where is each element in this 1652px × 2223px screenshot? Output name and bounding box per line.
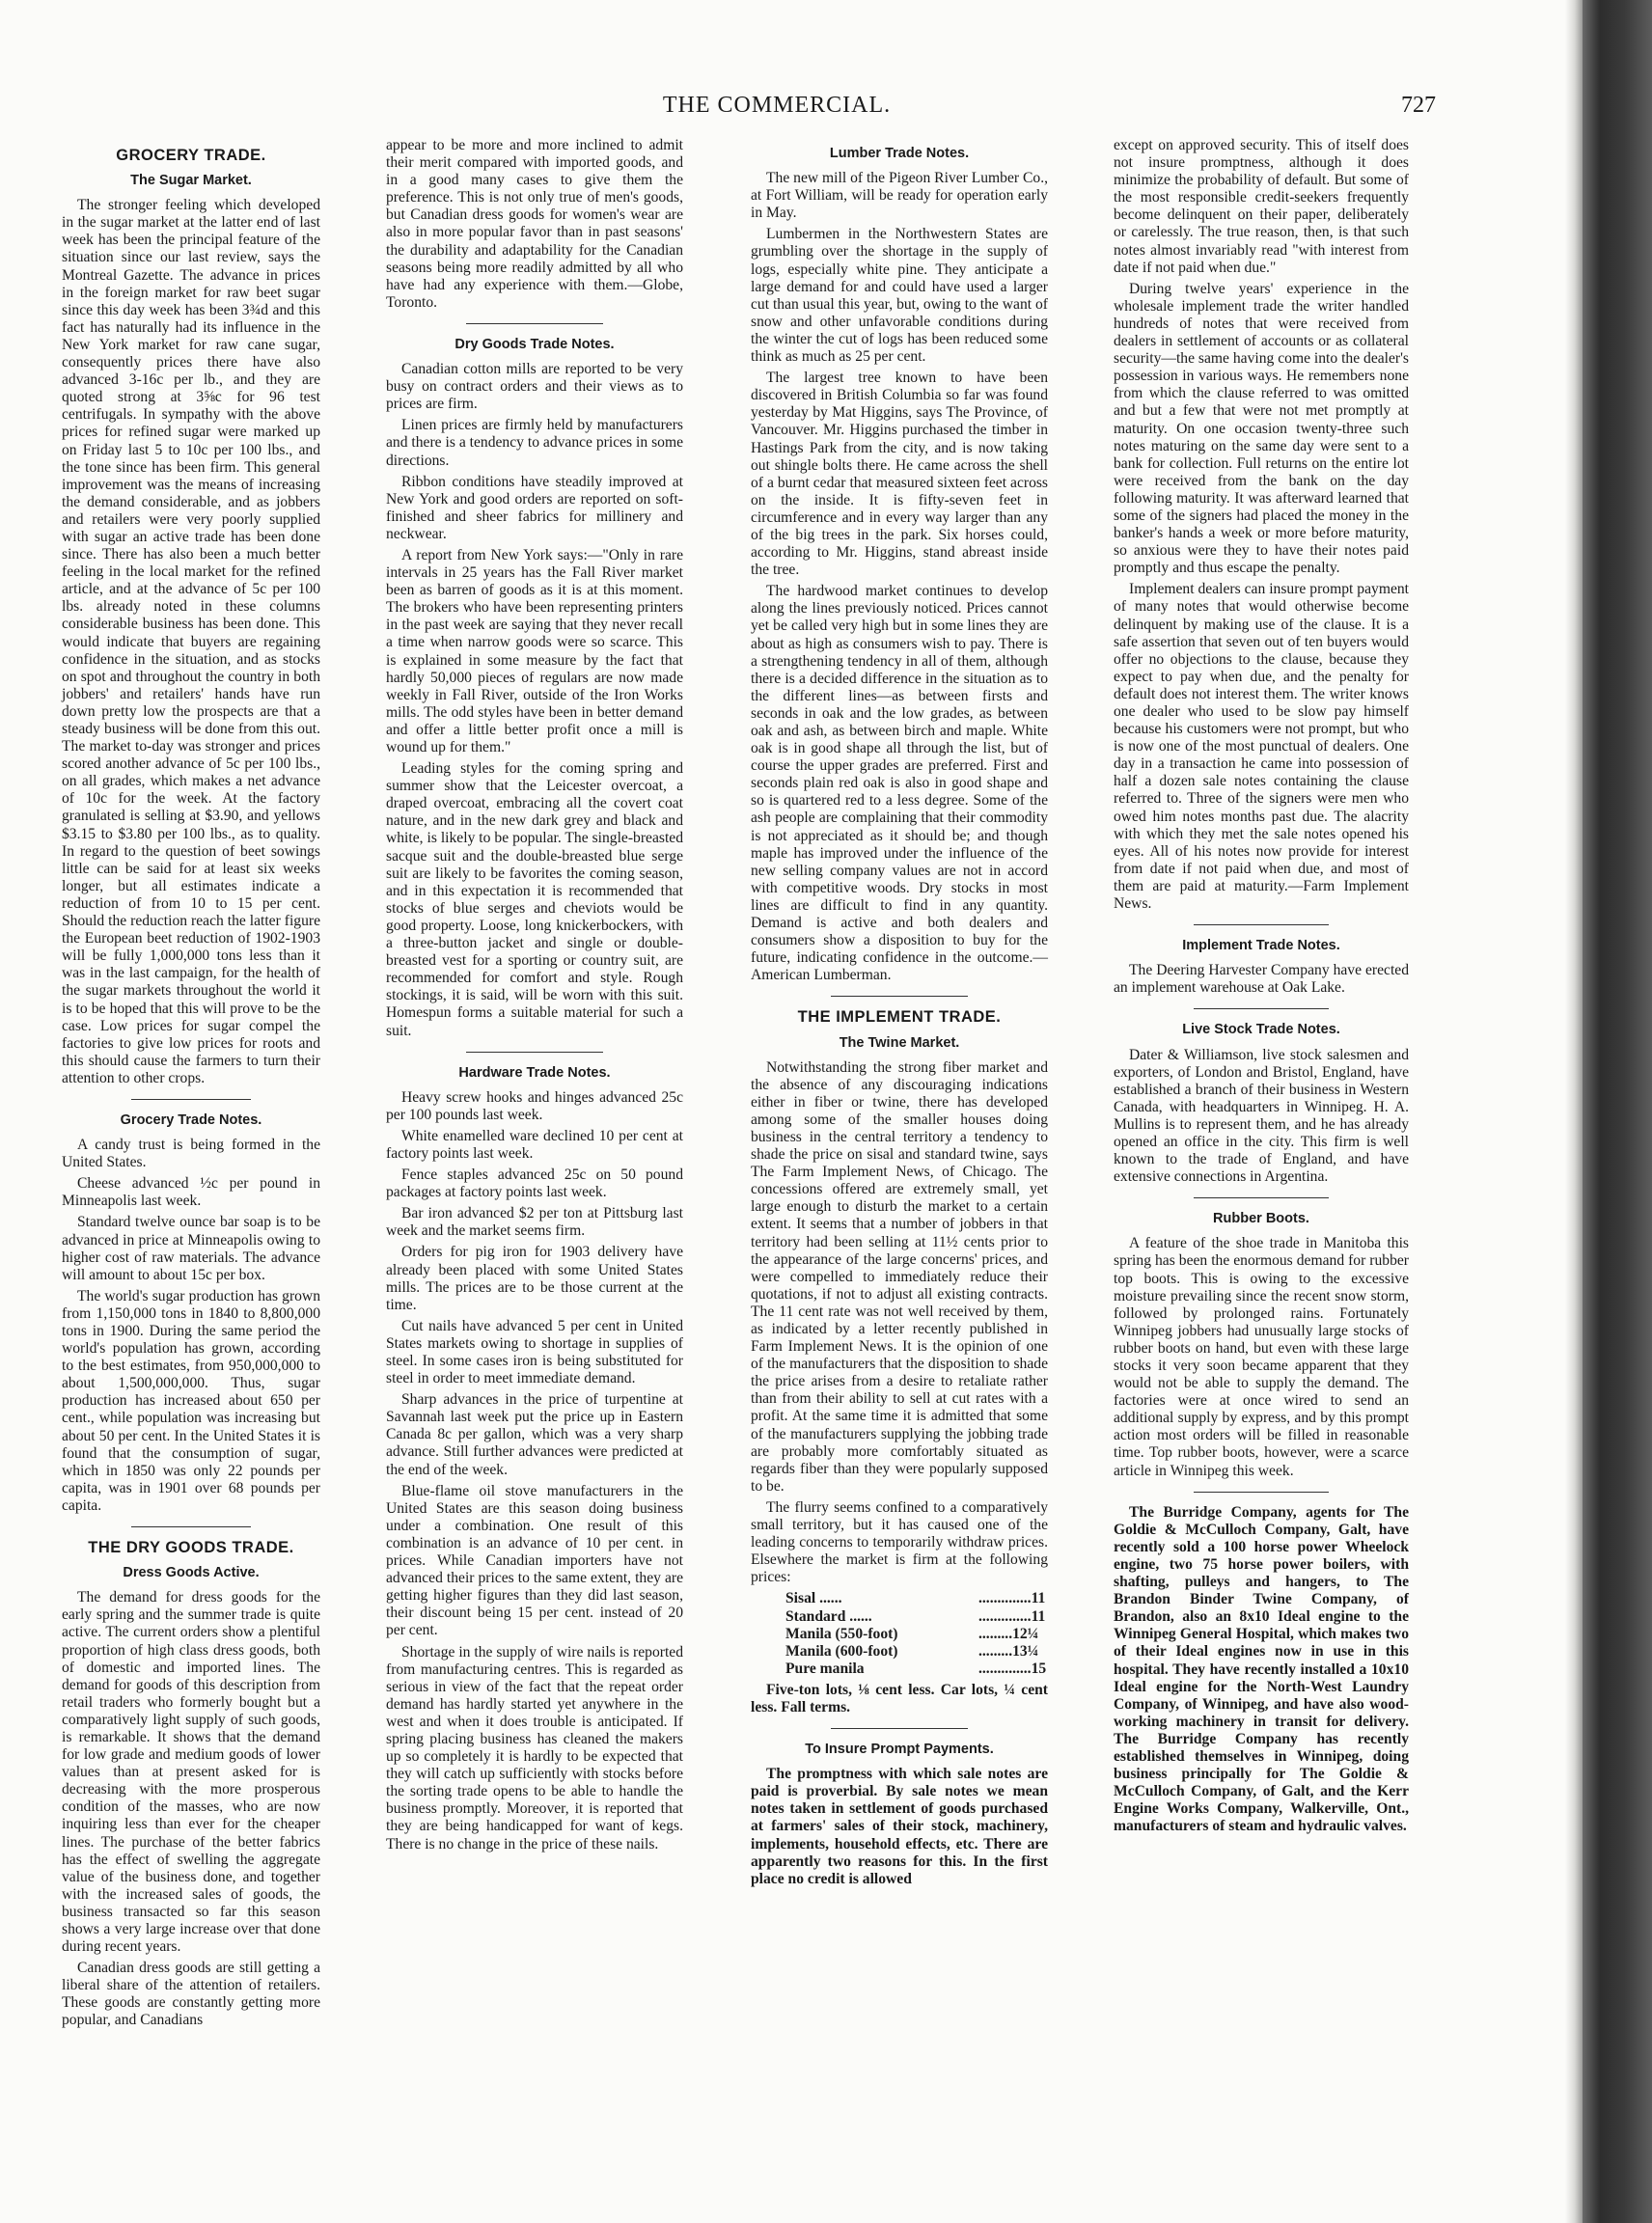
article-paragraph: Sharp advances in the price of turpentine at Savannah last week put the price up in Eastern Canada 8c per gallon, which was a very sharp advance. Still further advances were predicted at the end of the week. (386, 1391, 683, 1478)
article-paragraph: Lumbermen in the Northwestern States are grumbling over the shortage in the supply of logs, especially white pine. They anticipate a large demand for and could have used a larger cut than usual this year, but, owing to the want of snow and other unfavorable conditions during the winter the cut of logs has been reduced some think as much as 25 per cent. (751, 226, 1048, 366)
price-value: .........12¼ (978, 1625, 1039, 1642)
section-heading-implement-trade: THE IMPLEMENT TRADE. (797, 1008, 1002, 1027)
page-number: 727 (1401, 93, 1436, 118)
twine-price-list (785, 1590, 1048, 1677)
subheading-hardware-trade-notes: Hardware Trade Notes. (458, 1064, 611, 1081)
section-heading-grocery-trade: GROCERY TRADE. (116, 147, 266, 164)
article-paragraph: Linen prices are firmly held by manufacturers and there is a tendency to advance prices in some directions. (386, 417, 683, 469)
subheading-twine-market: The Twine Market. (839, 1034, 960, 1051)
article-paragraph: Five-ton lots, ⅛ cent less. Car lots, ¼ cent less. Fall terms. (751, 1681, 1048, 1715)
article-paragraph: The flurry seems confined to a comparatively small territory, but it has caused one of the leading concerns to temporarily withdraw prices. Elsewhere the market is firm at the following prices: (751, 1498, 1048, 1586)
price-row (785, 1626, 1085, 1643)
book-binding (1583, 0, 1652, 2223)
column-3 (751, 137, 1048, 1892)
article-paragraph: Orders for pig iron for 1903 delivery have already been placed with some United States mills. The prices are to be those current at the time. (386, 1244, 683, 1313)
article-paragraph: During twelve years' experience in the wholesale implement trade the writer handled hundreds of notes that were received from dealers in settlement of accounts or as collateral security—the same having come into the dealer's possession in various ways. He remembers none from which the clause referred to was omitted and but a few that were not met promptly at maturity. On one occasion twenty-three such notes maturing on the same day were sent to a bank for collection. Full returns on the entire lot were received from the bank on the day following maturity. It was afterward learned that some of the signers had placed the money in the banker's hands a week or more before maturity, so anxious were they to have their notes paid promptly and thus escape the penalty. (1114, 280, 1409, 577)
article-paragraph: Standard twelve ounce bar soap is to be advanced in price at Minneapolis owing to higher cost of raw materials. The advance will amount to about 15c per box. (62, 1214, 320, 1283)
article-paragraph: Blue-flame oil stove manufacturers in the United States are this season doing business under a combination. One result of this combination is an advance of 10 per cent. in prices. While Canadian importers have not advanced their prices to the same extent, they are getting higher figures than they did last season, their discount being 15 per cent. instead of 20 per cent. (386, 1482, 683, 1639)
article-paragraph: A report from New York says:—"Only in rare intervals in 25 years has the Fall River market been as barren of goods as it is at this moment. The brokers who have been representing printers in the past week are saying that they never recall a time when narrow goods were so scarce. This is explained in some measure by the fact that hardly 50,000 pieces of regulars are now made weekly in Fall River, outside of the Iron Works mills. The odd styles have been in better demand and offer a little better profit once a mill is wound up for them." (386, 546, 683, 755)
subheading-dress-goods-active: Dress Goods Active. (123, 1565, 260, 1581)
price-name: Standard ...... (785, 1607, 872, 1625)
subheading-implement-trade-notes: Implement Trade Notes. (1182, 938, 1340, 954)
subheading-rubber-boots: Rubber Boots. (1213, 1211, 1309, 1227)
divider (831, 996, 968, 997)
article-paragraph: The Deering Harvester Company have erected an implement warehouse at Oak Lake. (1114, 962, 1409, 997)
section-heading-dry-goods-trade: THE DRY GOODS TRADE. (88, 1539, 294, 1557)
article-paragraph: The demand for dress goods for the early spring and the summer trade is quite active. The current orders show a plentiful proportion of high class dress goods, both of domestic and imported lines. The demand for goods of this description from retail traders who formerly bought but a comparatively light supply of such goods, is remarkable. It shows that the demand for low grade and medium goods of lower values than at present asked for is decreasing with the more prosperous condition of the masses, who are now inquiring less than ever for the cheaper lines. The purchase of the better fabrics has the effect of swelling the aggregate value of the business done, and together with the increased sales of goods, the business transacted so far this season shows a very large increase over that done during recent years. (62, 1589, 320, 1956)
article-paragraph: appear to be more and more inclined to admit their merit compared with imported goods, and in a good many cases to give them the preference. This is not only true of men's goods, but Canadian dress goods for women's wear are also in more popular favor than in past seasons' the durability and adaptability for the Canadian seasons being more readily admitted by all who have had any experience with them.—Globe, Toronto. (386, 137, 683, 311)
article-paragraph: Fence staples advanced 25c on 50 pound packages at factory points last week. (386, 1166, 683, 1201)
article-paragraph: The new mill of the Pigeon River Lumber Co., at Fort William, will be ready for operation early in May. (751, 170, 1048, 222)
divider (1194, 1492, 1330, 1493)
article-paragraph: The Burridge Company, agents for The Goldie & McCulloch Company, Galt, have recently sold a 100 horse power Wheelock engine, two 75 horse power boilers, with shafting, pulleys and hangers, to The Brandon Binder Twine Company, of Brandon, also an 8x10 Ideal engine to the Winnipeg General Hospital, which makes two of their Ideal engines now in use in this hospital. They have recently installed a 10x10 Ideal engine for the North-West Laundry Company, of Winnipeg, and have also wood-working machinery in transit for delivery. The Burridge Company has recently established themselves in Winnipeg, doing business principally for The Goldie & McCulloch Company, of Galt, and the Kerr Engine Works Company, Walkerville, Ont., manufacturers of steam and hydraulic valves. (1114, 1503, 1409, 1835)
subheading-dry-goods-trade-notes: Dry Goods Trade Notes. (454, 336, 615, 352)
price-row (785, 1660, 1085, 1678)
article-paragraph: Shortage in the supply of wire nails is reported from manufacturing centres. This is regarded as serious in view of the fact that the repeat order demand has hardly started yet anywhere in the west and when it does trouble is anticipated. If spring placing business has cleaned the makers up so completely it is hardly to be expected that they will catch up sufficiently with stocks before the sorting trade opens to be able to handle the business promptly. Moreover, it is reported that they are being handicapped for want of kegs. There is no change in the price of these nails. (386, 1643, 683, 1852)
price-row (785, 1590, 1085, 1607)
divider (831, 1728, 968, 1729)
binding-shadow (1565, 0, 1583, 2223)
subheading-live-stock-trade-notes: Live Stock Trade Notes. (1182, 1022, 1340, 1038)
article-paragraph: The stronger feeling which developed in the sugar market at the latter end of last week has been the principal feature of the situation since our last review, says the Montreal Gazette. The advance in prices in the foreign market for raw beet sugar since this day week has been 3¾d and this fact has naturally had its influence in the New York market for raw cane sugar, consequently prices there have also advanced 3-16c per lb., and they are quoted strong at 3⅝c for 96 test centrifugals. In sympathy with the above prices for refined sugar were marked up on Friday last 5 to 10c per 100 lbs., and the tone since has been firm. This general improvement was the means of increasing the demand considerable, and as jobbers and retailers were very poorly supplied with sugar an active trade has been done since. There has also been a much better feeling in the local market for the refined article, and at the advance of 5c per 100 lbs. already noted in these columns considerable business has been done. This would indicate that buyers are regaining confidence in the situation, and as stocks on spot and throughout the country in both jobbers' and retailers' hands have run down pretty low the prospects are that a steady business will be done from this out. The market to-day was stronger and prices scored another advance of 5c per 100 lbs., on all grades, which makes a net advance of 10c for the week. At the factory granulated is selling at $3.90, and yellows $3.15 to $3.80 per 100 lbs., as to quality. In regard to the question of beet sowings little can be said for at least six weeks longer, but all estimates indicate a reduction of from 10 to 15 per cent. Should the reduction reach the latter figure the European beet reduction of 1902-1903 will be fully 1,000,000 tons less than it was in the last campaign, for the health of the sugar markets throughout the world it is to be hoped that this will prove to be the case. Low prices for sugar compel the factories to give low prices for roots and this should cause the farmers to turn their attention to other crops. (62, 197, 320, 1086)
column-1 (62, 137, 320, 2034)
article-paragraph: Implement dealers can insure prompt payment of many notes that would otherwise become delinquent by making use of the clause. It is a safe assertion that seven out of ten buyers would offer no objections to the clause, because they expect to pay when due, and the penalty for default does not interest them. The writer knows one dealer who used to be slow pay himself because his customers were not prompt, but who is now one of the most punctual of dealers. One day in a transaction he came into possession of half a dozen sale notes containing the clause referred to. Three of the signers were men who owed him notes months past due. The alacrity with which they met the sale notes opened his eyes. All of his notes now provide for interest from date if not paid when due, and most of them are paid at maturity.—Farm Implement News. (1114, 581, 1409, 913)
divider (131, 1099, 250, 1100)
subheading-grocery-trade-notes: Grocery Trade Notes. (120, 1112, 262, 1128)
article-paragraph: Cheese advanced ½c per pound in Minneapolis last week. (62, 1175, 320, 1210)
divider (1194, 1197, 1330, 1198)
divider (1194, 924, 1330, 925)
article-paragraph: White enamelled ware declined 10 per cent at factory points last week. (386, 1127, 683, 1162)
price-value: ..............11 (978, 1590, 1046, 1607)
article-paragraph: Notwithstanding the strong fiber market and the absence of any discouraging indications either in fiber or twine, there has developed among some of the smaller houses doing business in the central territory a tendency to shade the price on sisal and standard twine, says The Farm Implement News, of Chicago. The concessions offered are extremely small, yet large enough to disturb the market to a certain extent. It seems that a number of jobbers in that territory had been selling at 11½ cents prior to the appearance of the large concerns' prices, and were compelled to immediately reduce their quotations, if not to adjust all existing contracts. The 11 cent rate was not well received by them, as indicated by a letter recently published in Farm Implement News. It is the opinion of one of the manufacturers that the disposition to shade the price arises from a desire to retaliate rather than from their ability to sell at cut rates with a profit. At the same time it is admitted that some of the manufacturers supplying the jobbing trade are probably more comfortably situated as regards fiber than they were popularly supposed to be. (751, 1058, 1048, 1495)
article-paragraph: The largest tree known to have been discovered in British Columbia so far was found yesterday by Mat Higgins, says The Province, of Vancouver. Mr. Higgins purchased the timber in Hastings Park from the city, and is now taking out shingle bolts there. He came across the shell of a burnt cedar that measured sixteen feet across on the inside. It is fifty-seven feet in circumference and in every way larger than any of the big trees in the park. Six horses could, according to Mr. Higgins, stand abreast inside the tree. (751, 370, 1048, 579)
article-paragraph: Bar iron advanced $2 per ton at Pittsburg last week and the market seems firm. (386, 1205, 683, 1240)
subheading-lumber-trade-notes: Lumber Trade Notes. (829, 146, 970, 161)
divider (466, 323, 603, 324)
divider (1194, 1008, 1330, 1009)
article-paragraph: Canadian cotton mills are reported to be very busy on contract orders and their views as to prices are firm. (386, 361, 683, 413)
column-2 (386, 137, 683, 1857)
article-paragraph: Dater & Williamson, live stock salesmen and exporters, of London and Bristol, England, have established a branch of their business in Western Canada, with headquarters in Winnipeg. H. A. Mullins is to represent them, and he has already opened an office in the city. This firm is well known to the trade of England, and have extensive connections in Argentina. (1114, 1046, 1409, 1186)
subheading-insure-prompt-payments: To Insure Prompt Payments. (805, 1742, 994, 1758)
article-paragraph: A feature of the shoe trade in Manitoba this spring has been the enormous demand for rubber top boots. This is owing to the excessive moisture prevailing since the recent snow storm, followed by prolonged rains. Fortunately Winnipeg jobbers had unusually large stocks of rubber boots on hand, but even with these large stocks it very soon became apparent that they would not be able to supply the demand. The factories were at once wired to send an additional supply by express, and by this prompt action most orders will be filled in reasonable time. Top rubber boots, however, were a scarce article in Winnipeg this week. (1114, 1235, 1409, 1479)
divider (131, 1526, 250, 1527)
price-row (785, 1608, 1085, 1626)
article-paragraph: Heavy screw hooks and hinges advanced 25c per 100 pounds last week. (386, 1088, 683, 1123)
article-paragraph: The world's sugar production has grown from 1,150,000 tons in 1840 to 8,800,000 tons in 1900. During the same period the world's population has grown, according to the best estimates, from 950,000,000 to about 1,500,000,000. Thus, sugar production has increased about 650 per cent., while population was increasing but about 50 per cent. In the United States it is found that the consumption of sugar, which in 1850 was only 22 pounds per capita, was in 1901 over 68 pounds per capita. (62, 1287, 320, 1514)
article-paragraph: except on approved security. This of itself does not insure promptness, although it does minimize the probability of default. But some of the most responsible credit-seekers frequently become delinquent on their paper, deliberately or carelessly. The true reason, then, is that such notes almost invariably read "with interest from date if not paid when due." (1114, 137, 1409, 276)
article-paragraph: The promptness with which sale notes are paid is proverbial. By sale notes we mean notes taken in settlement of goods purchased at farmers' sales of their stock, machinery, implements, household effects, etc. There are apparently two reasons for this. In the first place no credit is allowed (751, 1766, 1048, 1887)
article-paragraph: The hardwood market continues to develop along the lines previously noticed. Prices cannot yet be called very high but in some lines they are about as high as consumers wish to pay. There is a strengthening tendency in all of them, although there is a decided difference in the situation as to the different lines—as between firsts and seconds in oak and the low grades, as between oak and ash, as between birch and maple. White oak is in good shape all through the list, but of course the upper grades are preferred. First and seconds plain red oak is also in good shape and so is quartered red to a less degree. Some of the ash people are complaining that their commodity is not appreciated as it should be; and though maple has improved under the influence of the new selling company values are not in accord with competitive woods. Dry stocks in most lines are difficult to find in any quantity. Demand is active and both dealers and consumers show a disposition to buy for the future, indicating confidence in the outcome.—American Lumberman. (751, 583, 1048, 984)
article-paragraph: Leading styles for the coming spring and summer show that the Leicester overcoat, a draped overcoat, embracing all the covert coat nature, and in the new dark grey and black and white, is likely to be popular. The single-breasted sacque suit and the double-breasted blue serge suit are likely to be favorites the coming season, and in this expectation it is recommended that stocks of blue serges and cheviots would be good property. Loose, long knickerbockers, with a three-button jacket and single or double-breasted vest for a sporting or country suit, are recommended for comfort and style. Rough stockings, it is said, will be worn with this suit. Homespun forms a suitable material for such a suit. (386, 760, 683, 1039)
price-row (785, 1643, 1085, 1660)
price-value: .........13¼ (978, 1642, 1039, 1660)
price-value: ..............11 (978, 1607, 1046, 1625)
price-value: ..............15 (978, 1660, 1047, 1677)
article-paragraph: Ribbon conditions have steadily improved at New York and good orders are reported on soft-finished and sheer fabrics for millinery and neckwear. (386, 473, 683, 542)
divider (466, 1052, 603, 1053)
page-header-title: THE COMMERCIAL. (662, 93, 892, 118)
price-name: Pure manila (785, 1660, 865, 1677)
article-paragraph: Canadian dress goods are still getting a liberal share of the attention of retailers. These goods are constantly getting more popular, and Canadians (62, 1960, 320, 2029)
price-name: Sisal ...... (785, 1590, 842, 1607)
article-paragraph: Cut nails have advanced 5 per cent in United States markets owing to shortage in supplies of steel. In some cases iron is being substituted for steel in order to meet immediate demand. (386, 1317, 683, 1387)
column-4 (1114, 137, 1409, 1839)
price-name: Manila (550-foot) (785, 1625, 898, 1642)
price-name: Manila (600-foot) (785, 1642, 898, 1660)
article-paragraph: A candy trust is being formed in the United States. (62, 1137, 320, 1171)
subheading-sugar-market: The Sugar Market. (130, 173, 252, 189)
